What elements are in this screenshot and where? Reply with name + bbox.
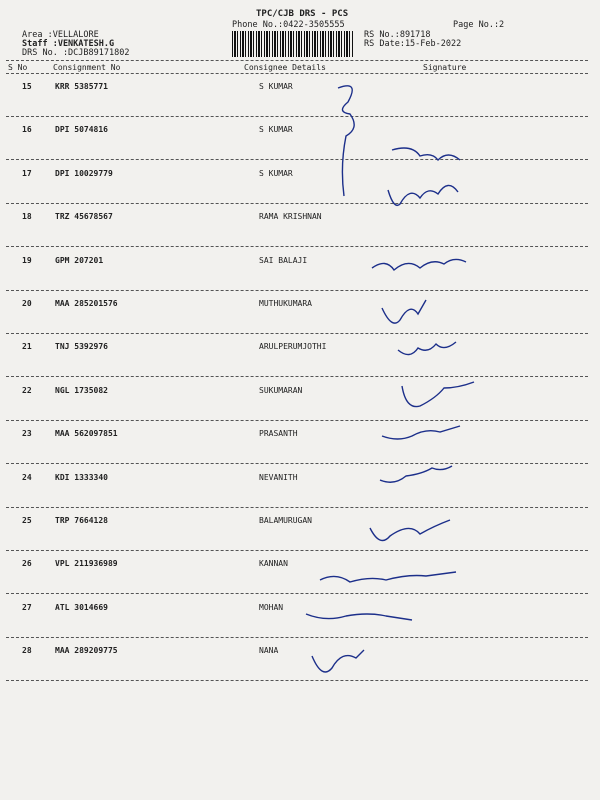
rs-number: RS No.:891718: [364, 30, 431, 40]
row-consignment-no: MAA 285201576: [55, 299, 118, 308]
rs-date: RS Date:15-Feb-2022: [364, 39, 462, 49]
row-divider: [6, 376, 588, 377]
row-consignment-no: ATL 3014669: [55, 602, 108, 612]
row-consignee: S KUMAR: [259, 82, 293, 91]
row-divider: [6, 680, 588, 681]
row-sno: 17: [22, 168, 32, 178]
row-consignee: RAMA KRISHNAN: [259, 212, 322, 222]
row-consignment-no: GPM 207201: [55, 255, 104, 265]
row-divider: [6, 463, 588, 464]
row-sno: 28: [22, 646, 32, 656]
row-sno: 26: [22, 559, 32, 569]
row-sno: 19: [22, 255, 32, 265]
row-divider: [6, 507, 588, 508]
row-divider: [6, 420, 588, 421]
page-number: Page No.:2: [453, 20, 505, 30]
row-consignee: MOHAN: [259, 602, 284, 612]
row-consignee: NANA: [259, 646, 279, 656]
row-sno: 27: [22, 602, 32, 612]
row-consignment-no: DPI 5074816: [55, 125, 108, 135]
row-sno: 21: [22, 342, 32, 352]
row-consignee: BALAMURUGAN: [259, 516, 312, 525]
sheet-title: TPC/CJB DRS - PCS: [256, 9, 349, 19]
row-divider: [6, 246, 588, 247]
column-header-consignee: Consignee Details: [244, 63, 326, 72]
row-consignment-no: NGL 1735082: [55, 385, 108, 395]
row-consignment-no: TRP 7664128: [55, 516, 108, 525]
row-consignee: S KUMAR: [259, 168, 293, 178]
row-divider: [6, 290, 588, 291]
row-consignee: MUTHUKUMARA: [259, 299, 312, 308]
column-header-sno: S No: [8, 63, 28, 72]
staff-label: Staff :VENKATESH.G: [22, 39, 115, 49]
row-sno: 15: [22, 82, 32, 91]
row-sno: 16: [22, 125, 32, 135]
row-consignee: KANNAN: [259, 559, 288, 569]
row-sno: 24: [22, 472, 32, 482]
phone-number: Phone No.:0422-3505555: [232, 20, 345, 30]
row-consignment-no: MAA 289209775: [55, 646, 118, 656]
column-header-signature: Signature: [423, 63, 467, 72]
row-sno: 22: [22, 385, 32, 395]
row-consignee: PRASANTH: [259, 429, 298, 439]
row-divider: [6, 550, 588, 551]
row-sno: 25: [22, 516, 32, 525]
row-consignment-no: TRZ 45678567: [55, 212, 113, 222]
row-sno: 20: [22, 299, 32, 308]
drs-number: DRS No. :DCJB89171802: [22, 48, 130, 58]
row-divider: [6, 203, 588, 204]
row-consignment-no: DPI 10029779: [55, 168, 113, 178]
row-consignee: NEVANITH: [259, 472, 298, 482]
row-consignment-no: MAA 562097851: [55, 429, 118, 439]
row-consignment-no: VPL 211936989: [55, 559, 118, 569]
row-divider: [6, 637, 588, 638]
row-divider: [6, 159, 588, 160]
row-consignment-no: KDI 1333340: [55, 472, 108, 482]
column-header-consignment: Consignment No: [53, 63, 121, 72]
row-consignee: ARULPERUMJOTHI: [259, 342, 327, 352]
column-header-divider: [6, 73, 588, 74]
row-consignee: S KUMAR: [259, 125, 293, 135]
row-consignment-no: KRR 5385771: [55, 82, 108, 91]
area-label: Area :VELLALORE: [22, 30, 99, 40]
row-consignee: SUKUMARAN: [259, 385, 303, 395]
row-divider: [6, 116, 588, 117]
row-divider: [6, 333, 588, 334]
row-consignee: SAI BALAJI: [259, 255, 308, 265]
row-sno: 23: [22, 429, 32, 439]
barcode: [232, 31, 354, 57]
row-sno: 18: [22, 212, 32, 222]
header-divider: [6, 60, 588, 61]
row-consignment-no: TNJ 5392976: [55, 342, 108, 352]
row-divider: [6, 593, 588, 594]
